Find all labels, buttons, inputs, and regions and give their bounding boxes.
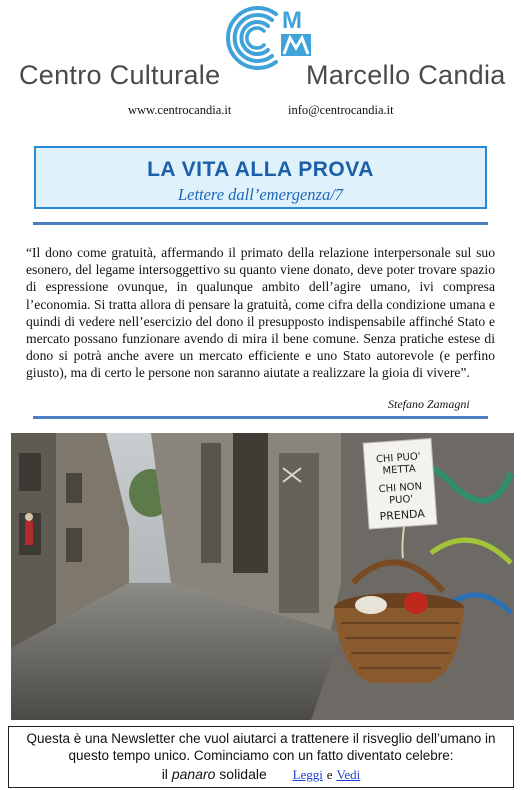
link-conjunction: e	[326, 767, 333, 782]
newsletter-intro-text: Questa è una Newsletter che vuol aiutarci a trattenere il risveglio dell’umano in questo tempo unico. Cominciamo con un fatto diventato celebre:	[26, 731, 496, 763]
quote-text: “Il dono come gratuità, affermando il primato della relazione interpersonale sul suo esonero, del legame intersoggettivo su quanto viene donato, deve poter trovare spazio di espressione ovunque, in qualunque ambito dell’agire umano, ivi compresa l’economia. Si tratta allora di pensare la gratuità, come cifra della condizione umana e quindi di vedere nell’esercizio del dono il presupposto indispensabile affinché Stato e mercato possano funzionare avendo di mira il bene comune. Senza pratiche estese di dono si potrà anche avere un mercato efficiente e uno Stato autorevole (e perfino giusto), ma di certo le persone non saranno aiutate a realizzare la gioia di vivere”.	[26, 245, 495, 381]
sign-text-4: PUO'	[388, 493, 414, 507]
panaro-line	[9, 766, 513, 783]
sign-text-1: CHI PUO'	[375, 451, 421, 466]
street-basket-photo	[11, 433, 514, 720]
sign-text-5: PRENDA	[379, 507, 426, 524]
watch-link[interactable]: Vedi	[336, 767, 361, 782]
sign-text-2: METTA	[382, 463, 416, 477]
email-link[interactable]: info@centrocandia.it	[288, 103, 394, 117]
divider-bottom	[33, 416, 488, 419]
org-name-left: Centro Culturale	[19, 60, 221, 90]
page-subtitle: Lettere dall’emergenza/7	[177, 185, 344, 204]
panaro-prefix: il	[161, 766, 168, 782]
title-box	[34, 146, 487, 209]
org-name-right: Marcello Candia	[306, 60, 506, 90]
newsletter-note-box	[8, 726, 514, 788]
logo-letter-m: M	[282, 7, 302, 34]
read-link[interactable]: Leggi	[292, 767, 323, 782]
panaro-word: panaro	[171, 766, 216, 782]
quote-author: Stefano Zamagni	[388, 397, 470, 411]
divider-top	[33, 222, 488, 225]
cm-logo-icon	[206, 2, 316, 74]
page-title: LA VITA ALLA PROVA	[147, 158, 374, 181]
panaro-suffix: solidale	[219, 766, 267, 782]
website-link[interactable]: www.centrocandia.it	[128, 103, 232, 117]
sign-text-3: CHI NON	[378, 481, 423, 496]
